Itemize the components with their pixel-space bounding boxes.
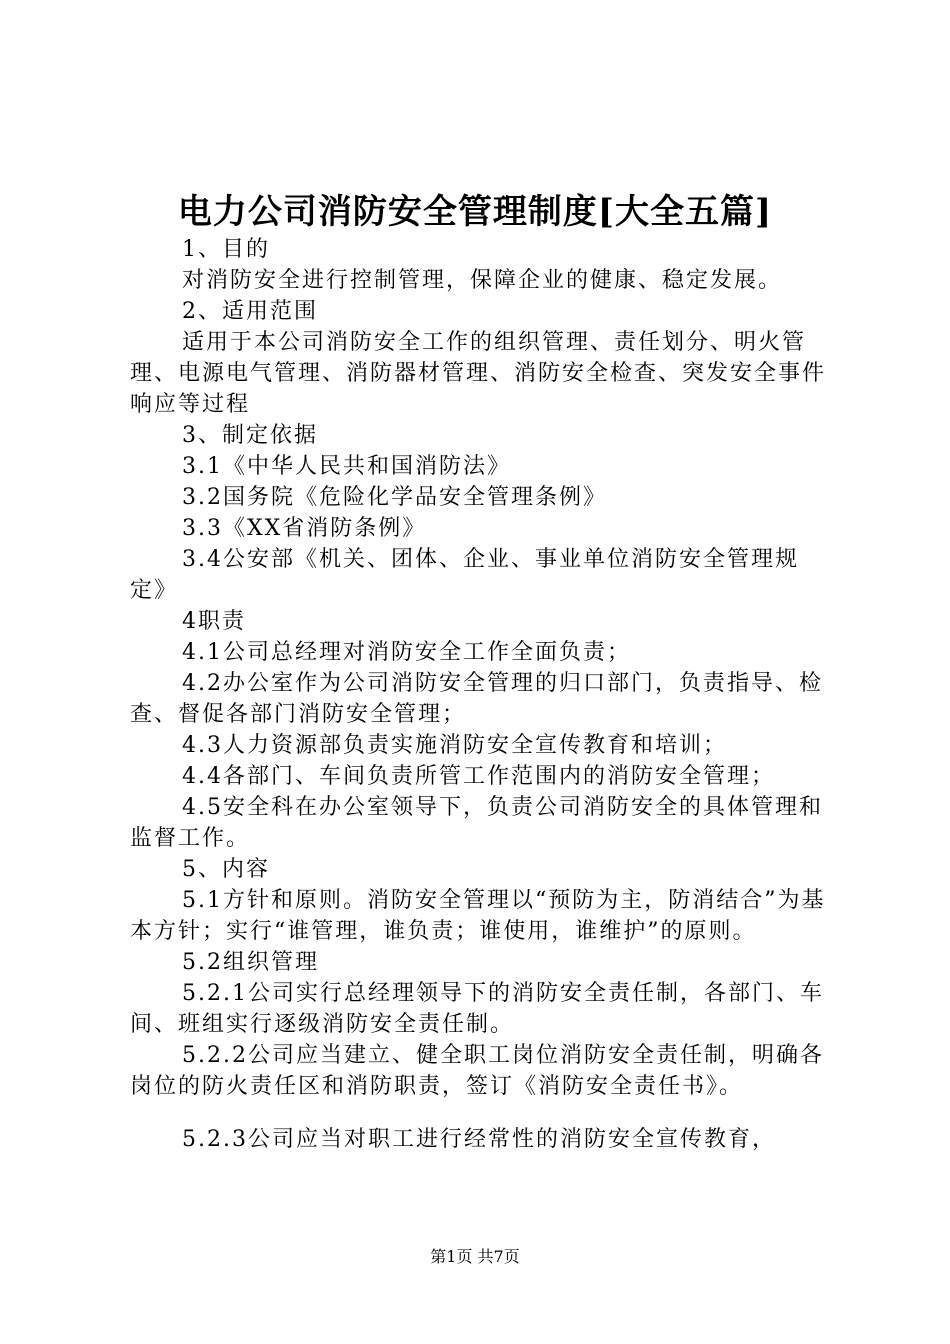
paragraph: 5.2.3公司应当对职工进行经常性的消防安全宣传教育， [182, 1127, 776, 1152]
paragraph: 3.1《中华人民共和国消防法》 [182, 454, 511, 479]
paragraph: 对消防安全进行控制管理，保障企业的健康、稳定发展。 [182, 268, 783, 293]
paragraph: 1、目的 [182, 237, 270, 262]
paragraph: 5、内容 [182, 857, 270, 882]
paragraph: 5.2.2公司应当建立、健全职工岗位消防安全责任制，明确各岗位的防火责任区和消防职责，签订《消防安全责任书》。 [130, 1043, 824, 1099]
paragraph: 适用于本公司消防安全工作的组织管理、责任划分、明火管理、电源电气管理、消防器材管理、消防安全检查、突发安全事件响应等过程 [130, 330, 827, 417]
paragraph: 3.3《XX省消防条例》 [182, 516, 427, 541]
paragraph: 3.4公安部《机关、团体、企业、事业单位消防安全管理规定》 [130, 547, 799, 603]
paragraph: 4.4各部门、车间负责所管工作范围内的消防安全管理； [182, 764, 775, 789]
document-title: 电力公司消防安全管理制度[大全五篇] [177, 192, 773, 232]
paragraph: 5.1方针和原则。消防安全管理以“预防为主，防消结合”为基本方针；实行“谁管理，谁负责；谁使用，谁维护”的原则。 [130, 888, 826, 944]
paragraph: 4.5安全科在办公室领导下，负责公司消防安全的具体管理和监督工作。 [130, 795, 823, 851]
paragraph: 2、适用范围 [182, 299, 318, 324]
paragraph: 3.2国务院《危险化学品安全管理条例》 [182, 485, 607, 510]
paragraph: 3、制定依据 [182, 423, 318, 448]
paragraph: 5.2组织管理 [182, 950, 319, 975]
paragraph: 4.2办公室作为公司消防安全管理的归口部门，负责指导、检查、督促各部门消防安全管理； [130, 671, 823, 727]
paragraph: 5.2.1公司实行总经理领导下的消防安全责任制，各部门、车间、班组实行逐级消防安全责任制。 [130, 981, 824, 1037]
paragraph: 4.3人力资源部负责实施消防安全宣传教育和培训； [182, 733, 727, 758]
paragraph: 4.1公司总经理对消防安全工作全面负责； [182, 640, 631, 665]
paragraph: 4职责 [182, 609, 246, 634]
page-footer: 第1页 共7页 [430, 1247, 520, 1266]
document-body [130, 234, 835, 1155]
